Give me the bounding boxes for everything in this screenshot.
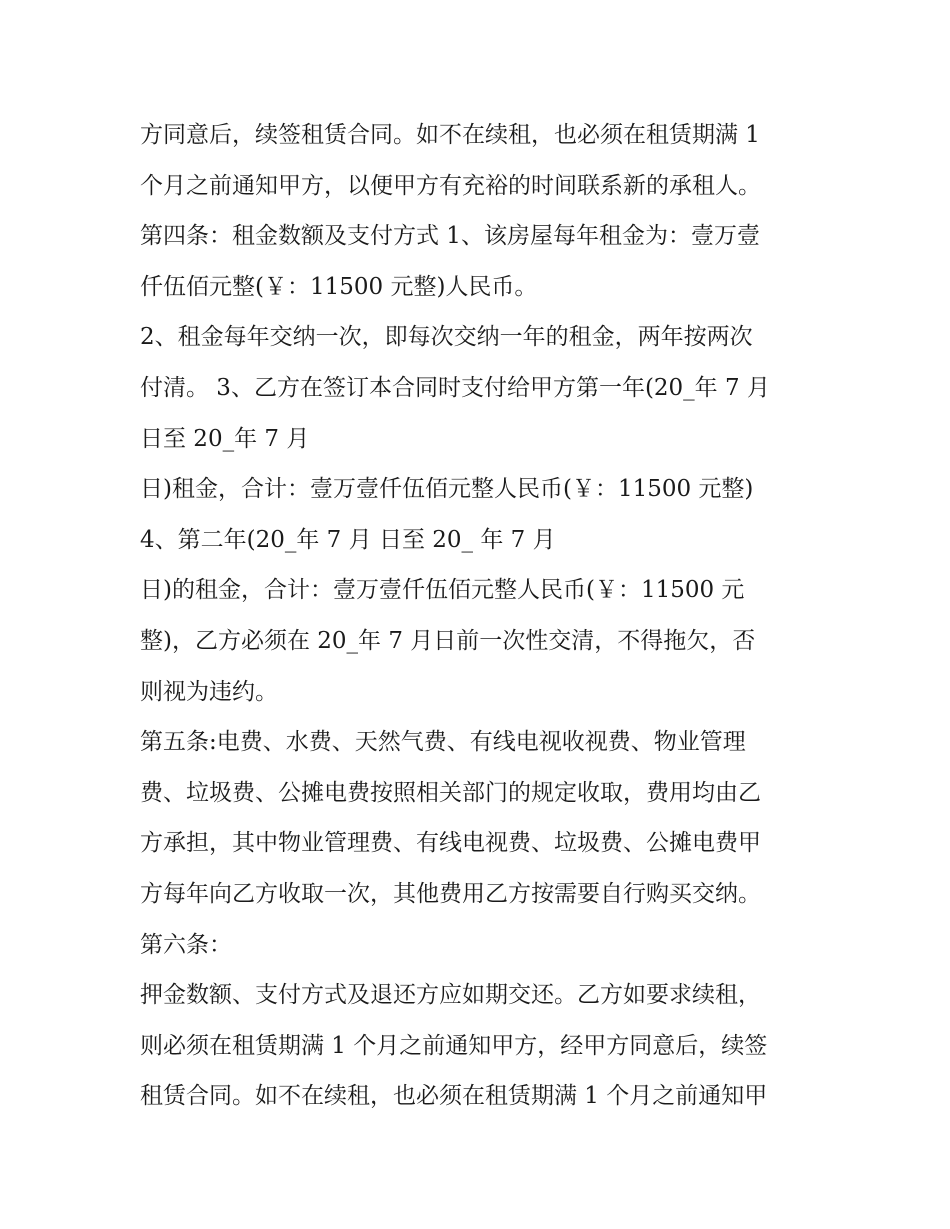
text-line: 仟伍佰元整(￥：11500 元整)人民币。 xyxy=(140,273,538,300)
text-line: 押金数额、支付方式及退还方应如期交还。乙方如要求续租， xyxy=(140,982,761,1009)
text-line: 个月之前通知甲方，以便甲方有充裕的时间联系新的承租人。 xyxy=(140,172,761,199)
text-line: 日)租金，合计：壹万壹仟伍佰元整人民币(￥：11500 元整) xyxy=(140,476,754,503)
text-line: 方每年向乙方收取一次，其他费用乙方按需要自行购买交纳。 xyxy=(140,880,761,907)
text-line: 则必须在租赁期满 1 个月之前通知甲方，经甲方同意后，续签 xyxy=(140,1032,768,1059)
text-line: 付清。 3、乙方在签订本合同时支付给甲方第一年(20_年 7 月 xyxy=(140,374,770,401)
text-line: 则视为违约。 xyxy=(140,678,278,705)
text-line: 方同意后，续签租赁合同。如不在续租，也必须在租赁期满 1 xyxy=(140,122,760,148)
text-line: 方承担，其中物业管理费、有线电视费、垃圾费、公摊电费甲 xyxy=(140,830,761,857)
article-four-heading-line: 第四条：租金数额及支付方式 1、该房屋每年租金为：壹万壹 xyxy=(140,223,760,250)
text-line: 日至 20_年 7 月 xyxy=(140,425,310,452)
text-line: 2、租金每年交纳一次，即每次交纳一年的租金，两年按两次 xyxy=(140,324,753,351)
article-five-heading-line: 第五条:电费、水费、天然气费、有线电视收视费、物业管理 xyxy=(140,729,746,756)
text-line: 4、第二年(20_年 7 月 日至 20_ 年 7 月 xyxy=(140,526,556,553)
text-line: 日)的租金，合计：壹万壹仟伍佰元整人民币(￥：11500 元 xyxy=(140,577,745,604)
article-six-heading-line: 第六条： xyxy=(140,931,232,958)
text-line: 租赁合同。如不在续租，也必须在租赁期满 1 个月之前通知甲 xyxy=(140,1083,768,1110)
text-line: 费、垃圾费、公摊电费按照相关部门的规定收取，费用均由乙 xyxy=(140,779,761,806)
text-line: 整)，乙方必须在 20_年 7 月日前一次性交清，不得拖欠，否 xyxy=(140,627,756,654)
contract-text-body xyxy=(140,110,820,1122)
